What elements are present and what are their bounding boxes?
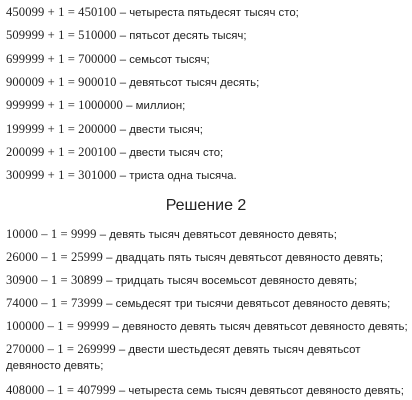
solution-line xyxy=(6,342,408,357)
solution-line xyxy=(6,145,408,160)
words: – тридцать тысяч восемьсот девяносто девять; xyxy=(102,275,358,287)
solution-line xyxy=(6,296,408,311)
words: – двести тысяч сто; xyxy=(116,147,224,159)
words: – девятьсот тысяч десять; xyxy=(116,77,260,89)
words: – семьдесят три тысячи девятьсот девяносто девять; xyxy=(102,298,391,310)
solution-line xyxy=(6,319,408,334)
solution-line-continuation xyxy=(6,359,408,373)
expression: 100000 – 1 = 99999 xyxy=(6,319,110,333)
expression: 10000 – 1 = 9999 xyxy=(6,227,97,241)
words: – девять тысяч девятьсот девяносто девять; xyxy=(96,229,337,241)
expression: 30900 – 1 = 30899 xyxy=(6,273,103,287)
solution-line xyxy=(6,273,408,288)
words: – четыреста семь тысяч девятьсот девяносто девять; xyxy=(115,385,404,397)
words: – двести шестьдесят девять тысяч девятьсот xyxy=(115,344,361,356)
words: – двести тысяч; xyxy=(116,124,203,136)
solution-line xyxy=(6,52,408,67)
expression: 200099 + 1 = 200100 xyxy=(6,145,117,159)
solution-line xyxy=(6,122,408,137)
solution-line xyxy=(6,168,408,183)
solution-line xyxy=(6,98,408,113)
expression: 450099 + 1 = 450100 xyxy=(6,5,117,19)
expression: 300999 + 1 = 301000 xyxy=(6,168,117,182)
solution-line xyxy=(6,28,408,43)
expression: 26000 – 1 = 25999 xyxy=(6,250,103,264)
solution-line xyxy=(6,75,408,90)
expression: 699999 + 1 = 700000 xyxy=(6,52,117,66)
words: – триста одна тысяча. xyxy=(116,170,237,182)
expression: 999999 + 1 = 1000000 xyxy=(6,98,123,112)
words: – миллион; xyxy=(122,100,186,112)
expression: 199999 + 1 = 200000 xyxy=(6,122,117,136)
words: – четыреста пятьдесят тысяч сто; xyxy=(116,7,299,19)
expression: 900009 + 1 = 900010 xyxy=(6,75,117,89)
expression: 509999 + 1 = 510000 xyxy=(6,28,117,42)
words: девяносто девять; xyxy=(6,360,104,372)
words: – семьсот тысяч; xyxy=(116,54,210,66)
section-heading: Решение 2 xyxy=(165,197,247,214)
solution-line xyxy=(6,250,408,265)
expression: 74000 – 1 = 73999 xyxy=(6,296,103,310)
solution-line xyxy=(6,383,408,398)
expression: 408000 – 1 = 407999 xyxy=(6,383,116,397)
words: – пятьсот десять тысяч; xyxy=(116,30,247,42)
expression: 270000 – 1 = 269999 xyxy=(6,342,116,356)
solution-line xyxy=(6,5,408,20)
words: – девяносто девять тысяч девятьсот девяносто девять; xyxy=(109,321,408,333)
words: – двадцать пять тысяч девятьсот девяносто девять; xyxy=(102,252,384,264)
solution-line xyxy=(6,227,408,242)
